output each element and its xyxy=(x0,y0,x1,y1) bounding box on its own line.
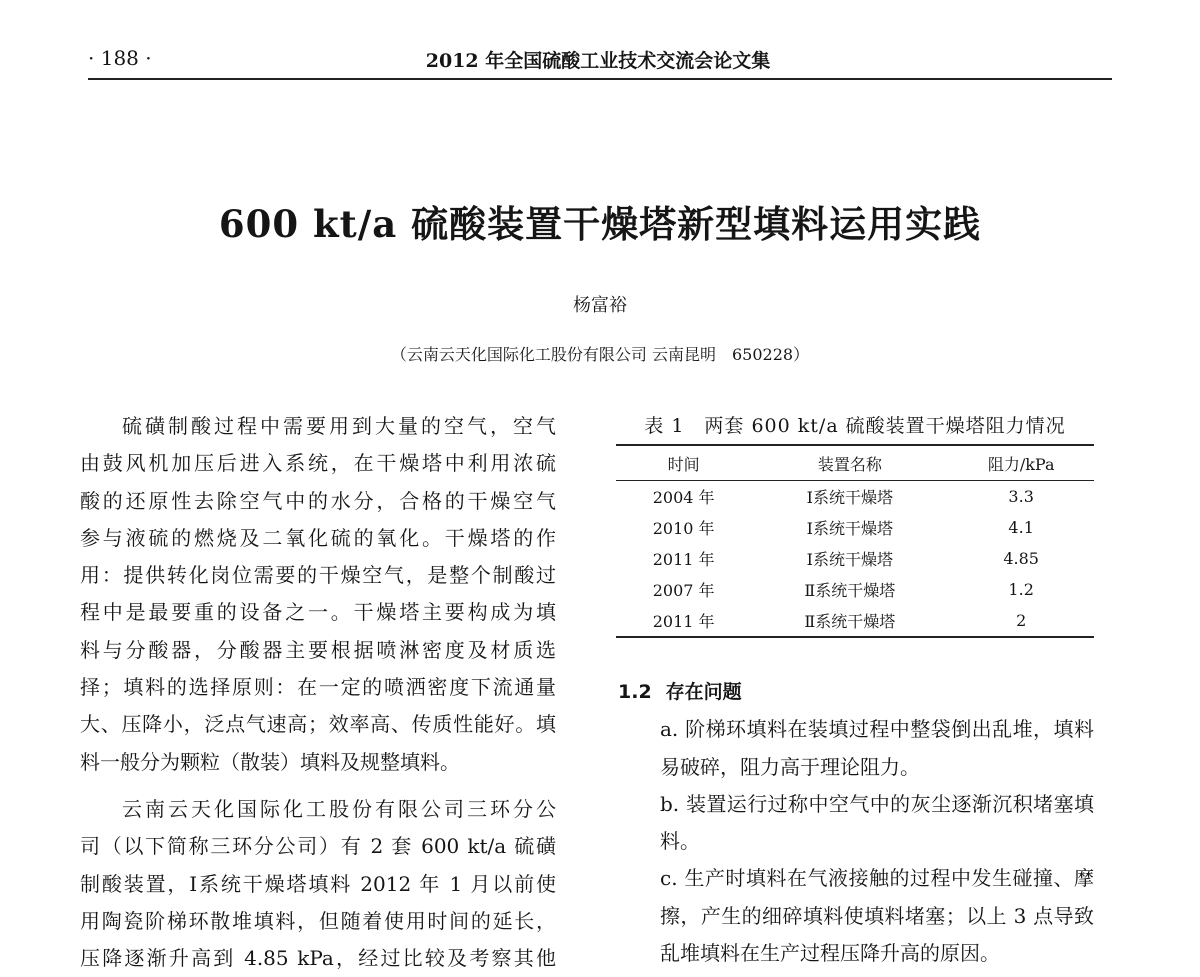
text-line: 料与分酸器，分酸器主要根据喷淋密度及材质选 xyxy=(80,637,556,662)
table-row xyxy=(616,512,1094,543)
cell-resistance: 4.1 xyxy=(1008,518,1034,537)
table-row xyxy=(616,481,1094,513)
text-line: 参与液硫的燃烧及二氧化硫的氧化。干燥塔的作 xyxy=(80,525,556,550)
cell-device: Ⅰ系统干燥塔 xyxy=(806,488,893,507)
list-item: b. 装置运行过称中空气中的灰尘逐渐沉积堵塞填料。 xyxy=(660,791,1094,854)
cell-device: Ⅰ系统干燥塔 xyxy=(806,519,893,538)
list-item: a. 阶梯环填料在装填过程中整袋倒出乱堆，填料易破碎，阻力高于理论阻力。 xyxy=(660,717,1094,779)
author: 杨富裕 xyxy=(573,295,627,316)
section-number: 1.2 xyxy=(618,681,652,703)
table-row xyxy=(616,605,1094,637)
text-line: 压降逐渐升高到 4.85 kPa，经过比较及考察其他 xyxy=(80,946,556,971)
table-caption: 表 1 两套 600 kt/a 硫酸装置干燥塔阻力情况 xyxy=(644,415,1066,437)
text-line: 大、压降小，泛点气速高；效率高、传质性能好。填 xyxy=(80,712,556,737)
cell-time: 2011 年 xyxy=(652,550,715,569)
column-header-time: 时间 xyxy=(616,445,751,481)
text-line: 择；填料的选择原则：在一定的喷洒密度下流通量 xyxy=(80,675,556,700)
cell-time: 2010 年 xyxy=(652,519,715,538)
page-number: · 188 · xyxy=(88,46,152,70)
table-row xyxy=(616,543,1094,574)
text-line: 程中是最要重的设备之一。干燥塔主要构成为填 xyxy=(80,600,556,625)
text-line: 硫磺制酸过程中需要用到大量的空气，空气 xyxy=(122,414,556,438)
column-header-resistance: 阻力/kPa xyxy=(948,445,1094,481)
text-line: 用：提供转化岗位需要的干燥空气，是整个制酸过 xyxy=(80,563,556,588)
cell-resistance: 2 xyxy=(948,605,1094,637)
text-line: 司（以下简称三环分公司）有 2 套 600 kt/a 硫磺 xyxy=(80,834,556,859)
section-title: 存在问题 xyxy=(665,681,742,703)
resistance-table xyxy=(616,444,1094,638)
running-title: 2012 年全国硫酸工业技术交流会论文集 xyxy=(425,50,771,72)
text-line: 用陶瓷阶梯环散堆填料，但随着使用时间的延长， xyxy=(80,908,556,933)
right-column xyxy=(618,674,1094,972)
page-header xyxy=(88,40,1108,74)
cell-device: Ⅰ系统干燥塔 xyxy=(806,550,893,569)
text-line: 制酸装置，Ⅰ系统干燥塔填料 2012 年 1 月以前使 xyxy=(80,871,556,896)
cell-time: 2004 年 xyxy=(652,488,715,507)
list-item: c. 生产时填料在气液接触的过程中发生碰撞、摩擦，产生的细碎填料使填料堵塞；以上 3 点导致乱堆填料在生产过程压降升高的原因。 xyxy=(660,866,1094,966)
left-column xyxy=(80,408,556,977)
table-header-row xyxy=(616,445,1094,481)
header-rule xyxy=(88,78,1112,80)
text-line: 云南云天化国际化工股份有限公司三环分公 xyxy=(122,796,556,821)
table-1 xyxy=(616,408,1094,638)
text-line: 酸的还原性去除空气中的水分，合格的干燥空气 xyxy=(80,488,556,513)
cell-time: 2007 年 xyxy=(652,581,715,600)
section-heading xyxy=(618,674,1094,711)
cell-device: Ⅱ系统干燥塔 xyxy=(751,605,948,637)
column-header-device: 装置名称 xyxy=(751,445,948,481)
paper-title: 600 kt/a 硫酸装置干燥塔新型填料运用实践 xyxy=(218,202,982,246)
cell-resistance: 1.2 xyxy=(1008,580,1034,599)
cell-resistance: 3.3 xyxy=(1008,487,1034,506)
text-line: 料一般分为颗粒（散装）填料及规整填料。 xyxy=(80,749,460,774)
affiliation: （云南云天化国际化工股份有限公司 云南昆明 650228） xyxy=(390,345,810,364)
text-line: 由鼓风机加压后进入系统，在干燥塔中利用浓硫 xyxy=(80,451,556,476)
cell-time: 2011 年 xyxy=(616,605,751,637)
cell-resistance: 4.85 xyxy=(1003,549,1039,568)
cell-device: Ⅱ系统干燥塔 xyxy=(804,581,896,600)
table-row xyxy=(616,574,1094,605)
